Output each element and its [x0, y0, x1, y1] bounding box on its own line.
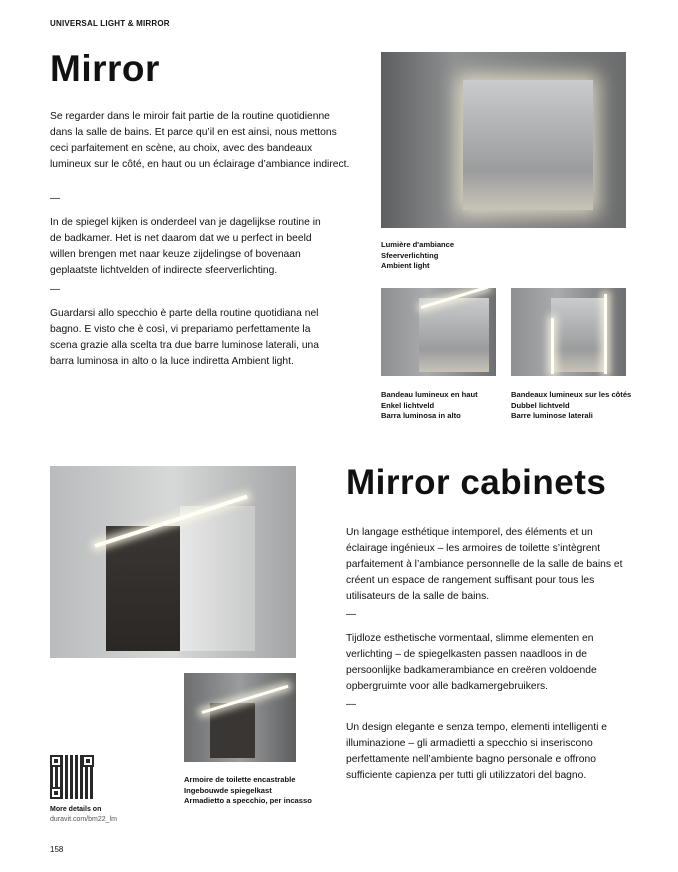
more-details-link[interactable]: duravit.com/bm22_lm [50, 816, 117, 823]
mirror-cabinet-photo [50, 466, 296, 658]
more-details-label: More details on [50, 806, 102, 813]
separator: — [50, 284, 60, 295]
separator: — [346, 609, 356, 620]
top-light-mirror-photo [381, 288, 496, 376]
caption-line: Bandeau lumineux en haut [381, 390, 478, 399]
caption-ambient [381, 240, 454, 272]
caption-line: Bandeaux lumineux sur les côtés [511, 390, 632, 399]
mirror-title: Mirror [50, 48, 160, 89]
caption-line: Barra luminosa in alto [381, 411, 461, 420]
mirror-text-fr: Se regarder dans le miroir fait partie de la routine quotidienne dans la salle de bains. Et parce qu’il en est ainsi, nous mettons ceci parfaitement en scène, au choix, avec des bandeaux lumineux sur le côté, en haut ou un éclairage d’ambiance indirect. [50, 111, 350, 170]
qr-code[interactable] [50, 755, 94, 799]
caption-line: Dubbel lichtveld [511, 400, 570, 410]
separator: — [50, 193, 60, 204]
separator: — [346, 699, 356, 710]
cabinet-door [180, 506, 255, 651]
caption-line: Armoire de toilette encastrable [184, 775, 296, 784]
caption-line: Sfeerverlichting [381, 250, 439, 260]
caption-line: Armadietto a specchio, per incasso [184, 796, 312, 805]
caption-line: Lumière d'ambiance [381, 240, 455, 249]
more-details [50, 805, 117, 825]
caption-line: Ingebouwde spiegelkast [184, 785, 272, 795]
ambient-light-mirror-photo [381, 52, 626, 228]
caption-line: Enkel lichtveld [381, 400, 435, 410]
mirror-text-it: Guardarsi allo specchio è parte della routine quotidiana nel bagno. E visto che è così, vi prepariamo perfettamente la scena grazie alla scelta tra due barre luminose laterali, una barra luminosa in alto o la luce indiretta Ambient light. [50, 308, 320, 367]
cabinets-text-it: Un design elegante e senza tempo, elementi intelligenti e illuminazione – gli armadietti a specchio si inseriscono perfettamente nell’ambiente bagno personale e offrono sufficiente capienza per tutti gli utilizzatori del bagno. [346, 722, 608, 781]
cabinets-text-nl: Tijdloze esthetische vormentaal, slimme elementen en verlichting – de spiegelkasten passen naadloos in de persoonlijke badkamerambiance en creëren voldoende opbergruimte voor alle badkamergebruikers. [346, 633, 597, 692]
caption-top-light [381, 390, 478, 422]
cabinet-interior [210, 703, 255, 758]
recessed-cabinet-photo [184, 673, 296, 762]
mirror-text-nl: In de spiegel kijken is onderdeel van je dagelijkse routine in de badkamer. Het is net daarom dat we u perfect in beeld willen brengen met naar keuze zijdelingse of bovenaan geplaatste lichtvelden of indirecte sfeerverlichting. [50, 217, 321, 276]
caption-line: Ambient light [381, 261, 430, 270]
caption-line: Barre luminose laterali [511, 411, 593, 420]
caption-recessed-cabinet [184, 775, 312, 807]
cabinets-title: Mirror cabinets [346, 463, 607, 502]
side-lights-mirror-photo [511, 288, 626, 376]
cabinets-text-fr: Un langage esthétique intemporel, des éléments et un éclairage ingénieux – les armoires de toilette s’intègrent parfaitement à l’ambiance personnelle de la salle de bains et créent un espace de rangement suffisant pour tous les utilisateurs de la salle de bains. [346, 527, 623, 602]
caption-side-lights [511, 390, 631, 422]
cabinet-interior [106, 526, 186, 651]
page-number: 158 [50, 845, 64, 854]
section-label: UNIVERSAL LIGHT & MIRROR [50, 19, 170, 28]
